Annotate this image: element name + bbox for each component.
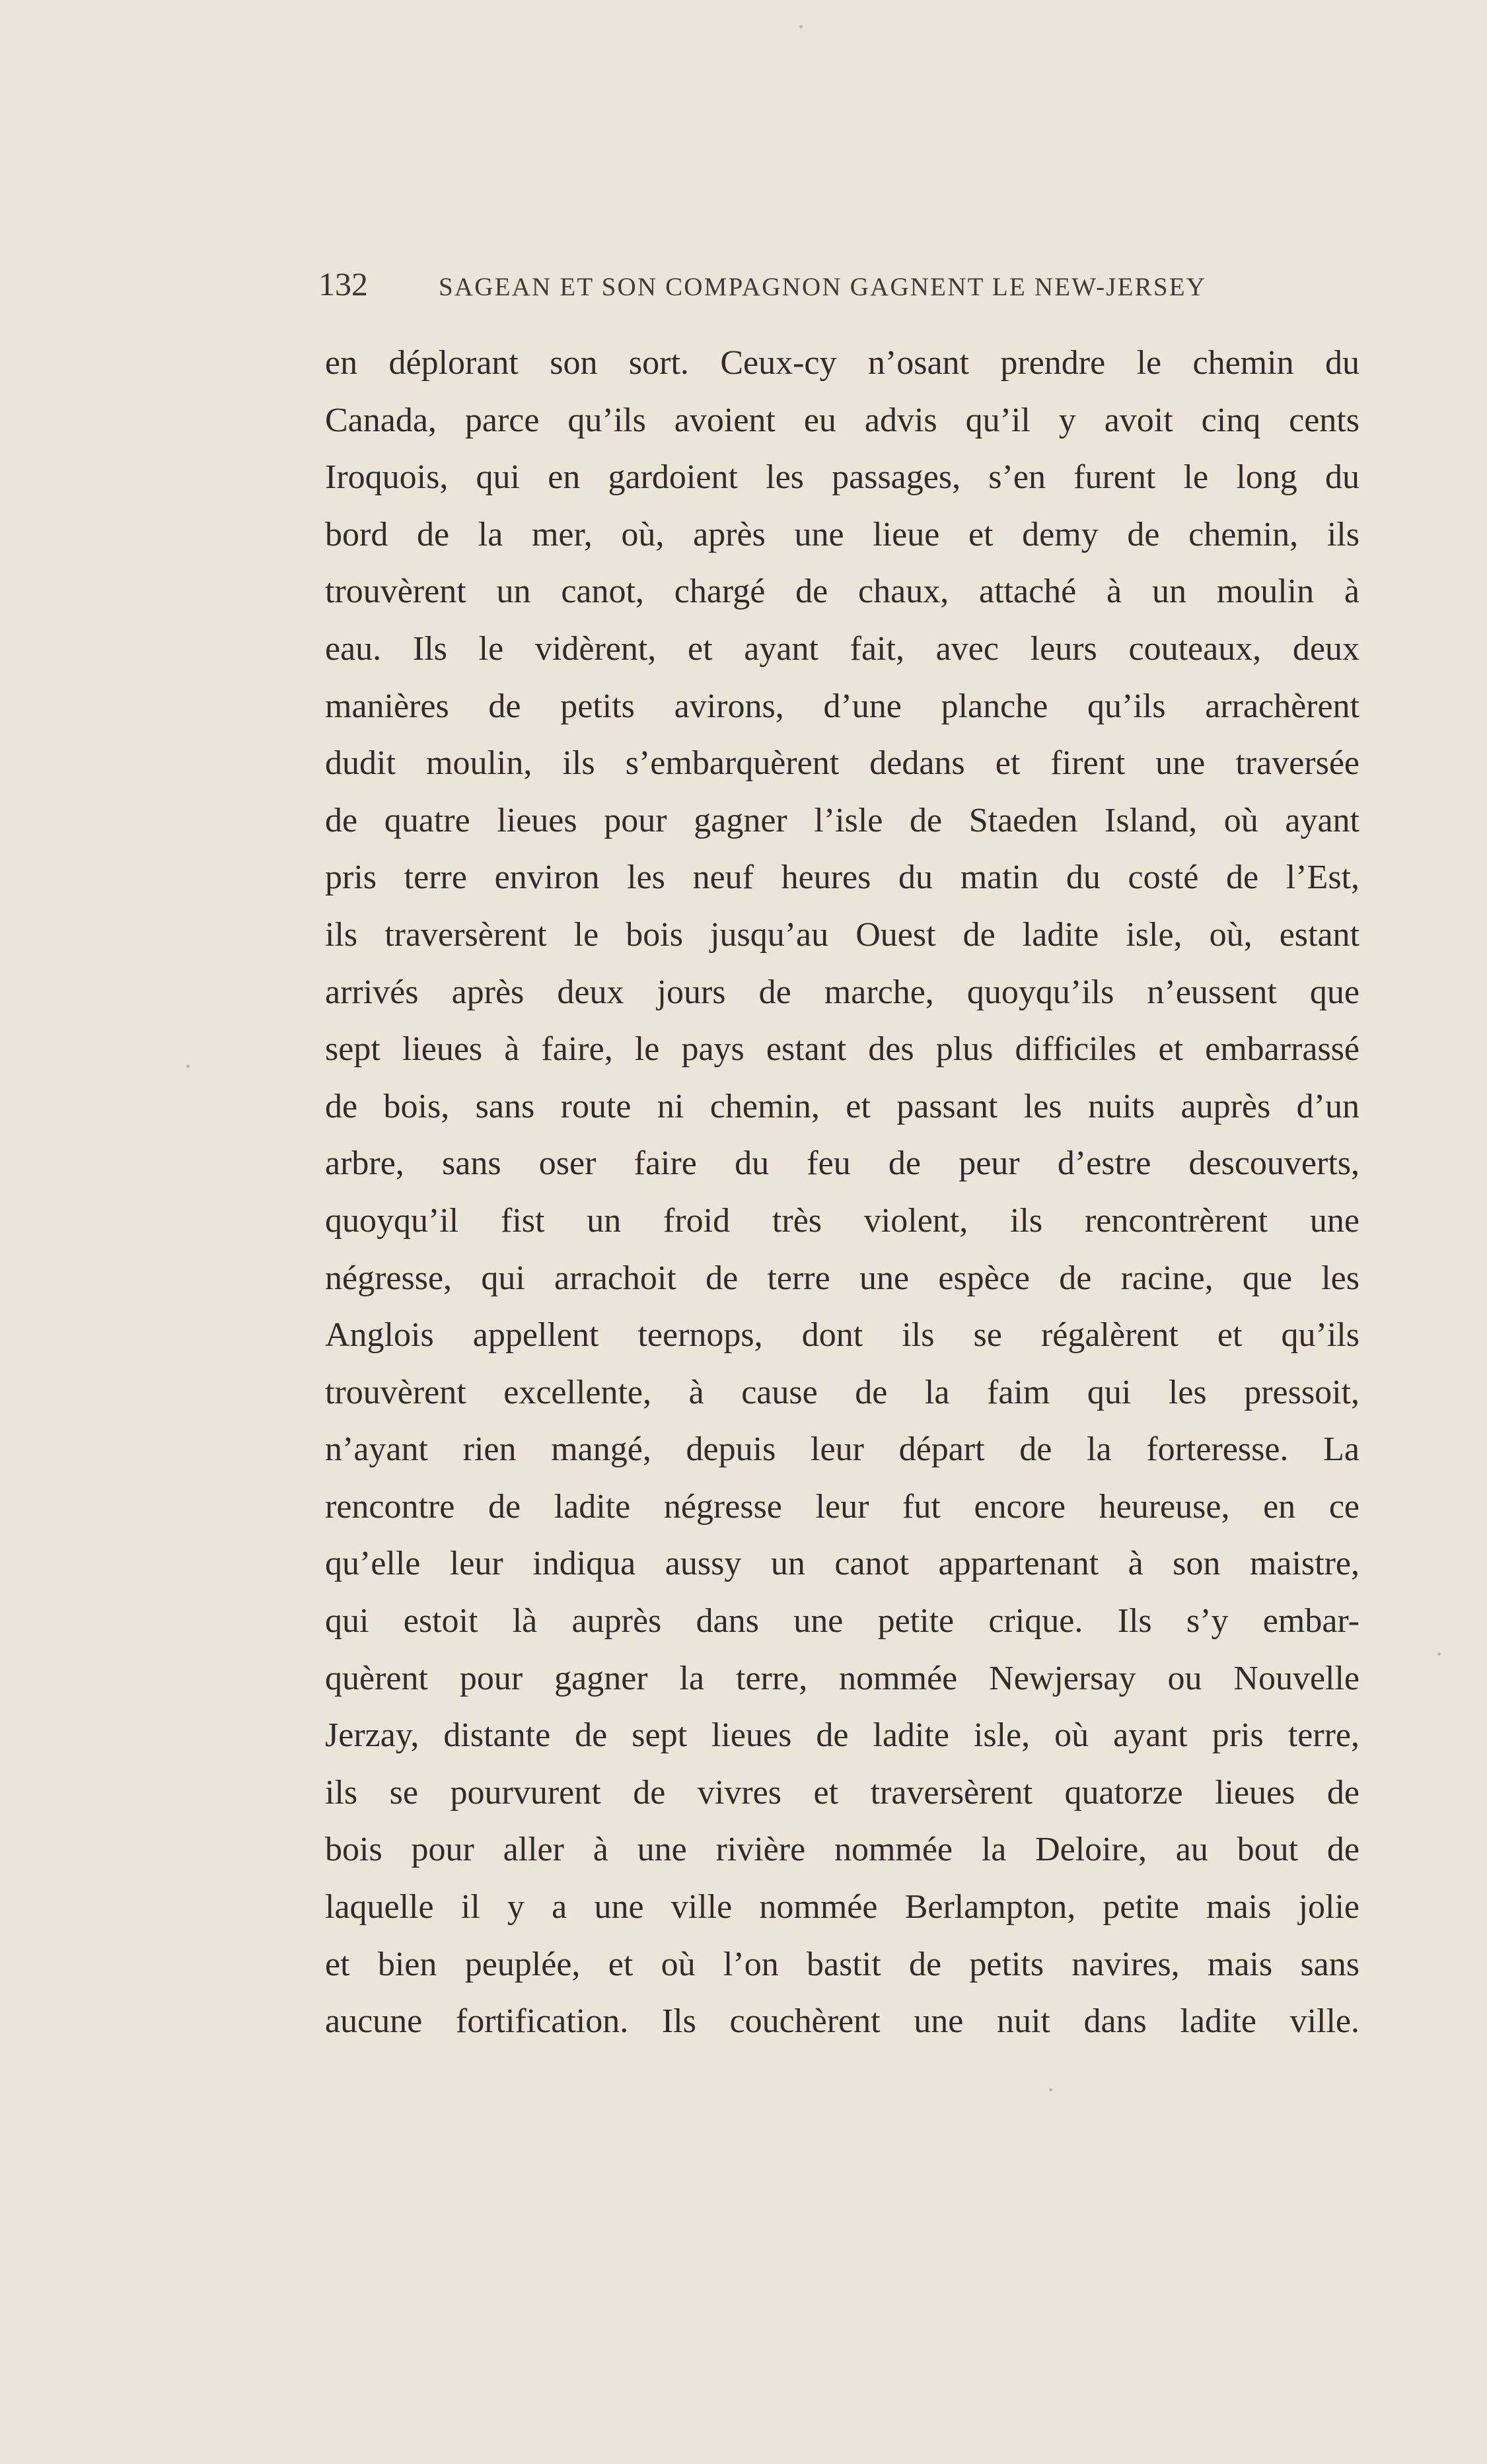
- text-line: eau. Ils le vidèrent, et ayant fait, avec leurs couteaux, deux: [325, 629, 1360, 668]
- text-line: et bien peuplée, et où l’on bastit de petits navires, mais sans: [325, 1945, 1360, 1983]
- text-line: pris terre environ les neuf heures du matin du costé de l’Est,: [325, 859, 1360, 897]
- text-line: qu’elle leur indiqua aussy un canot appartenant à son maistre,: [325, 1545, 1360, 1583]
- paper-speck: [799, 25, 803, 28]
- text-line: rencontre de ladite négresse leur fut encore heureuse, en ce: [325, 1487, 1360, 1526]
- paper-speck: [1049, 2088, 1052, 2092]
- text-line: ils traversèrent le bois jusqu’au Ouest de ladite isle, où, estant: [325, 915, 1360, 954]
- text-line: n’ayant rien mangé, depuis leur départ de la forteresse. La: [325, 1430, 1360, 1469]
- text-line: arrivés après deux jours de marche, quoyqu’ils n’eussent que: [325, 973, 1360, 1011]
- running-head: [318, 263, 1362, 309]
- text-line: arbre, sans oser faire du feu de peur d’estre descouverts,: [325, 1144, 1360, 1183]
- text-line: dudit moulin, ils s’embarquèrent dedans et firent une traversée: [325, 744, 1360, 783]
- text-line: bord de la mer, où, après une lieue et demy de chemin, ils: [325, 515, 1360, 553]
- paper-speck: [1437, 1652, 1441, 1656]
- text-line: Iroquois, qui en gardoient les passages, s’en furent le long du: [325, 458, 1360, 497]
- text-line: trouvèrent excellente, à cause de la faim qui les pressoit,: [325, 1373, 1360, 1411]
- page-number: 132: [318, 265, 368, 302]
- text-line: quoyqu’il fist un froid très violent, ils rencontrèrent une: [325, 1201, 1360, 1240]
- running-title: SAGEAN ET SON COMPAGNON GAGNENT LE NEW-JERSEY: [439, 273, 1207, 301]
- text-line: laquelle il y a une ville nommée Berlampton, petite mais jolie: [325, 1888, 1360, 1926]
- text-line: trouvèrent un canot, chargé de chaux, attaché à un moulin à: [325, 573, 1360, 611]
- text-line: ils se pourvurent de vivres et traversèrent quatorze lieues de: [325, 1773, 1360, 1812]
- text-line: quèrent pour gagner la terre, nommée Newjersay ou Nouvelle: [325, 1659, 1360, 1697]
- text-line: de quatre lieues pour gagner l’isle de Staeden Island, où ayant: [325, 801, 1360, 839]
- text-line: sept lieues à faire, le pays estant des plus difficiles et embarrassé: [325, 1030, 1360, 1069]
- text-line: de bois, sans route ni chemin, et passant les nuits auprès d’un: [325, 1087, 1360, 1125]
- text-line: Jerzay, distante de sept lieues de ladite isle, où ayant pris terre,: [325, 1716, 1360, 1755]
- text-line: manières de petits avirons, d’une planche qu’ils arrachèrent: [325, 687, 1360, 725]
- text-line: qui estoit là auprès dans une petite crique. Ils s’y embar-: [325, 1602, 1360, 1640]
- text-line: aucune fortification. Ils couchèrent une nuit dans ladite ville.: [325, 2002, 1360, 2041]
- text-line: Canada, parce qu’ils avoient eu advis qu’il y avoit cinq cents: [325, 401, 1360, 439]
- text-line: négresse, qui arrachoit de terre une espèce de racine, que les: [325, 1259, 1360, 1297]
- text-line: Anglois appellent teernops, dont ils se régalèrent et qu’ils: [325, 1316, 1360, 1355]
- text-line: en déplorant son sort. Ceux-cy n’osant prendre le chemin du: [325, 344, 1360, 382]
- paper-speck: [186, 1065, 190, 1068]
- body-text: [325, 335, 1360, 2051]
- text-line: bois pour aller à une rivière nommée la Deloire, au bout de: [325, 1831, 1360, 1869]
